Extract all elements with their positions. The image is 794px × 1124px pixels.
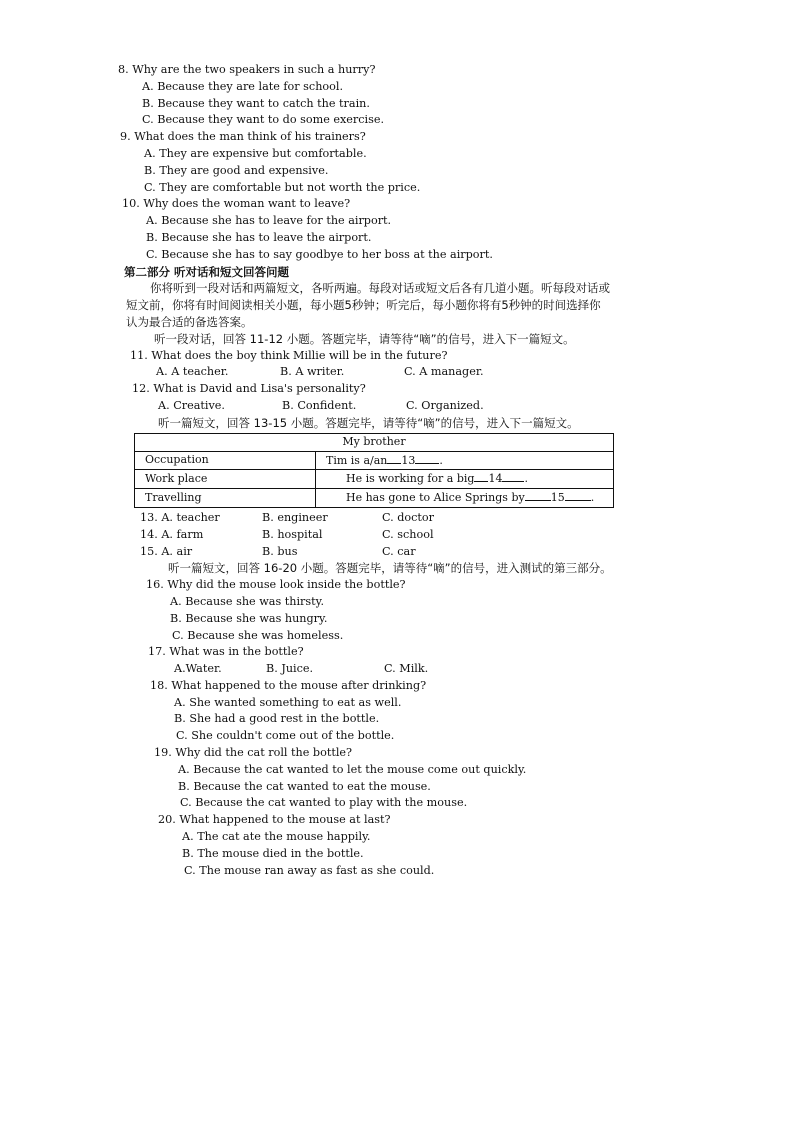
option-20b: B. The mouse died in the bottle. bbox=[182, 846, 364, 860]
choices-13 bbox=[140, 510, 794, 527]
table-row bbox=[135, 470, 614, 489]
question-10: 10. Why does the woman want to leave? bbox=[122, 197, 351, 211]
options-17 bbox=[174, 661, 794, 678]
option-12b: B. Confident. bbox=[282, 398, 357, 412]
question-20: 20. What happened to the mouse at last? bbox=[158, 813, 391, 827]
option-17c: C. Milk. bbox=[384, 662, 429, 676]
question-8: 8. Why are the two speakers in such a hurry? bbox=[118, 63, 376, 76]
option-11a: A. A teacher. bbox=[156, 365, 229, 379]
question-18: 18. What happened to the mouse after drinking? bbox=[150, 678, 427, 692]
option-10c: C. Because she has to say goodbye to her boss at the airport. bbox=[146, 247, 493, 261]
option-18b: B. She had a good rest in the bottle. bbox=[174, 712, 380, 726]
table-row bbox=[135, 489, 614, 508]
choice-14a: 14. A. farm bbox=[140, 527, 204, 541]
choice-13a: 13. A. teacher bbox=[140, 510, 220, 524]
option-9c: C. They are comfortable but not worth the price. bbox=[144, 180, 421, 194]
option-12c: C. Organized. bbox=[406, 398, 484, 412]
row-value: Tim is a/an 13 . bbox=[316, 451, 614, 470]
question-19: 19. Why did the cat roll the bottle? bbox=[154, 746, 353, 760]
exam-page bbox=[0, 62, 794, 879]
option-8c: C. Because they want to do some exercise. bbox=[142, 113, 385, 127]
choice-14c: C. school bbox=[382, 527, 434, 541]
option-10b: B. Because she has to leave the airport. bbox=[146, 230, 372, 244]
blank[interactable] bbox=[387, 452, 401, 464]
question-16: 16. Why did the mouse look inside the bottle? bbox=[146, 578, 406, 592]
blank[interactable] bbox=[502, 470, 524, 482]
options-11 bbox=[156, 364, 794, 381]
option-11c: C. A manager. bbox=[404, 365, 484, 379]
option-19a: A. Because the cat wanted to let the mouse come out quickly. bbox=[178, 762, 527, 776]
option-19b: B. Because the cat wanted to eat the mouse. bbox=[178, 779, 431, 793]
blank[interactable] bbox=[525, 489, 551, 501]
option-10a: A. Because she has to leave for the airport. bbox=[146, 214, 392, 228]
choice-14b: B. hospital bbox=[262, 527, 323, 541]
my-brother-table bbox=[134, 433, 614, 508]
question-9: 9. What does the man think of his trainers? bbox=[120, 130, 366, 144]
question-17: 17. What was in the bottle? bbox=[148, 645, 304, 659]
option-16b: B. Because she was hungry. bbox=[170, 611, 328, 625]
instructions-line-1: 你将听到一段对话和两篇短文，各听两遍。每段对话或短文后各有几道小题。听每段对话或 bbox=[150, 281, 610, 296]
row-label: Work place bbox=[135, 470, 316, 489]
option-17b: B. Juice. bbox=[266, 662, 314, 676]
option-9a: A. They are expensive but comfortable. bbox=[144, 146, 367, 160]
choices-15 bbox=[140, 544, 794, 561]
choice-13c: C. doctor bbox=[382, 510, 435, 524]
question-11: 11. What does the boy think Millie will be in the future? bbox=[130, 348, 448, 362]
option-18a: A. She wanted something to eat as well. bbox=[174, 695, 402, 709]
passage1-intro: 听一篇短文，回答 13-15 小题。答题完毕，请等待“嘀”的信号，进入下一篇短文。 bbox=[158, 415, 579, 430]
option-17a: A.Water. bbox=[174, 662, 222, 676]
option-20a: A. The cat ate the mouse happily. bbox=[182, 830, 371, 844]
option-12a: A. Creative. bbox=[158, 398, 225, 412]
table-row bbox=[135, 451, 614, 470]
option-16c: C. Because she was homeless. bbox=[172, 628, 344, 642]
passage2-intro: 听一篇短文，回答 16-20 小题。答题完毕，请等待“嘀”的信号，进入测试的第三部分。 bbox=[168, 561, 612, 576]
option-8b: B. Because they want to catch the train. bbox=[142, 96, 370, 110]
blank[interactable] bbox=[565, 489, 591, 501]
blank[interactable] bbox=[474, 470, 488, 482]
option-18c: C. She couldn't come out of the bottle. bbox=[176, 729, 395, 743]
choice-15a: 15. A. air bbox=[140, 544, 193, 558]
option-20c: C. The mouse ran away as fast as she could. bbox=[184, 863, 435, 877]
option-11b: B. A writer. bbox=[280, 365, 345, 379]
row-label: Travelling bbox=[135, 489, 316, 508]
option-19c: C. Because the cat wanted to play with the mouse. bbox=[180, 796, 468, 810]
table-title: My brother bbox=[135, 433, 614, 451]
blank[interactable] bbox=[415, 452, 439, 464]
row-value: He has gone to Alice Springs by 15 . bbox=[316, 489, 614, 508]
choice-13b: B. engineer bbox=[262, 510, 328, 524]
choice-15b: B. bus bbox=[262, 544, 298, 558]
instructions-line-2: 短文前，你将有时间阅读相关小题，每小题5秒钟；听完后，每小题你将有5秒钟的时间选择你 bbox=[126, 298, 601, 313]
choice-15c: C. car bbox=[382, 544, 416, 558]
choices-14 bbox=[140, 527, 794, 544]
instructions-line-3: 认为最合适的备选答案。 bbox=[126, 314, 253, 329]
dialog-intro: 听一段对话，回答 11-12 小题。答题完毕，请等待“嘀”的信号，进入下一篇短文。 bbox=[154, 331, 575, 346]
option-16a: A. Because she was thirsty. bbox=[170, 594, 325, 608]
option-9b: B. They are good and expensive. bbox=[144, 163, 329, 177]
options-12 bbox=[158, 398, 794, 415]
row-label: Occupation bbox=[135, 451, 316, 470]
option-8a: A. Because they are late for school. bbox=[142, 79, 344, 93]
section-title: 第二部分 听对话和短文回答问题 bbox=[124, 264, 290, 279]
question-12: 12. What is David and Lisa's personality? bbox=[132, 382, 366, 396]
row-value: He is working for a big 14 . bbox=[316, 470, 614, 489]
